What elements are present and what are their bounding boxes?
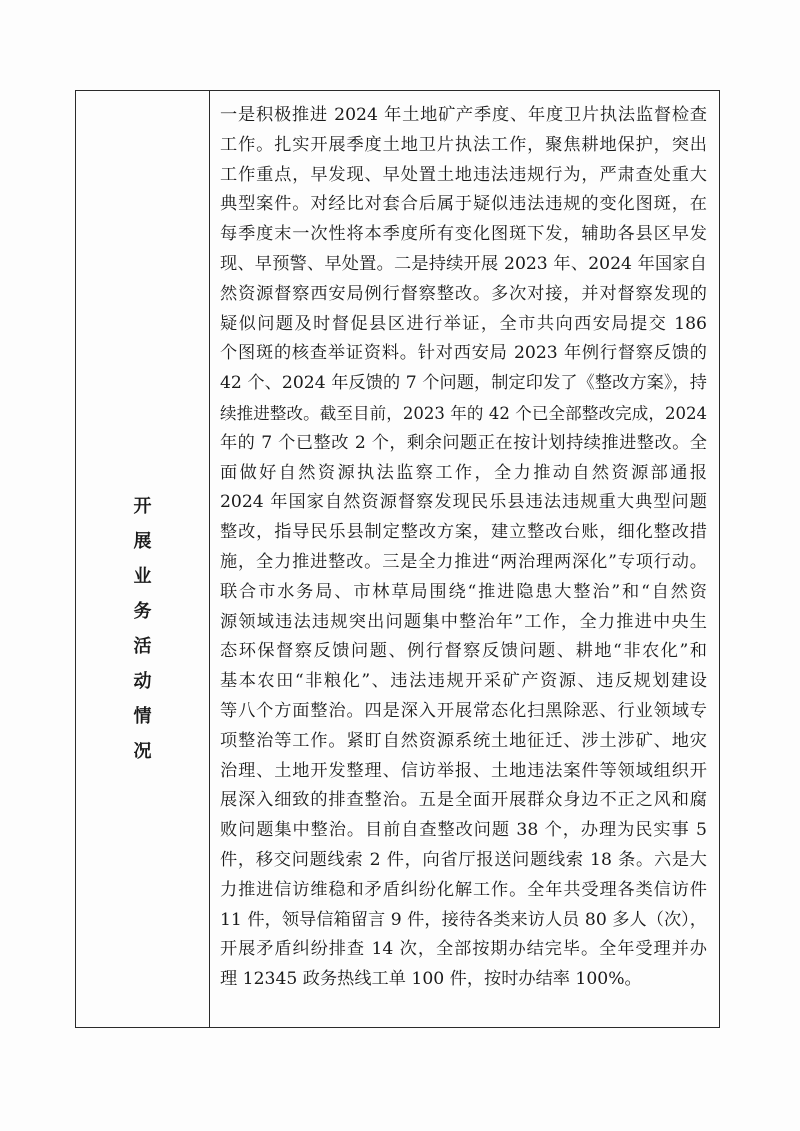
section-label-cell: [76, 91, 210, 1027]
content-line: 展深入细致的排查整治。五是全面开展群众身边不正之风和腐: [220, 790, 707, 811]
content-line: 年的 7 个已整改 2 个，剩余问题正在按计划持续推进整改。全: [220, 432, 707, 453]
section-label-char: 活: [133, 636, 152, 657]
content-cell: [210, 91, 719, 1027]
content-line: 力推进信访维稳和矛盾纠纷化解工作。全年共受理各类信访件: [220, 879, 707, 900]
content-line: 治理、土地开发整理、信访举报、土地违法案件等领域组织开: [220, 760, 707, 781]
section-label: [76, 489, 209, 769]
content-line: 42 个、2024 年反馈的 7 个问题，制定印发了《整改方案》，持: [220, 373, 707, 394]
content-line: 典型案件。对经比对套合后属于疑似违法违规的变化图斑，在: [220, 194, 707, 215]
section-label-char: 情: [133, 706, 152, 727]
content-line: 现、早预警、早处置。二是持续开展 2023 年、2024 年国家自: [220, 253, 707, 274]
content-line: 等八个方面整治。四是深入开展常态化扫黑除恶、行业领域专: [220, 700, 707, 721]
content-line: 态环保督察反馈问题、例行督察反馈问题、耕地“非农化”和: [220, 641, 707, 662]
section-label-char: 业: [133, 566, 152, 587]
content-line: 2024 年国家自然资源督察发现民乐县违法违规重大典型问题: [220, 492, 707, 513]
content-line: 疑似问题及时督促县区进行举证，全市共向西安局提交 186: [220, 313, 707, 334]
content-line: 基本农田“非粮化”、违法违规开采矿产资源、违反规划建设: [220, 671, 707, 692]
content-paragraph: [220, 101, 707, 995]
content-line: 施，全力推进整改。三是全力推进“两治理两深化”专项行动。: [220, 551, 707, 572]
content-line: 工作。扎实开展季度土地卫片执法工作，聚焦耕地保护，突出: [220, 134, 707, 155]
section-label-char: 展: [133, 531, 152, 552]
section-label-char: 开: [133, 496, 152, 517]
section-label-char: 动: [133, 671, 152, 692]
content-line: 件，移交问题线索 2 件，向省厅报送问题线索 18 条。六是大: [220, 849, 707, 870]
section-label-char: 务: [133, 601, 152, 622]
content-line: 每季度末一次性将本季度所有变化图斑下发，辅助各县区早发: [220, 224, 707, 245]
content-line: 源领域违法违规突出问题集中整治年”工作，全力推进中央生: [220, 611, 707, 632]
content-line: 然资源督察西安局例行督察整改。多次对接，并对督察发现的: [220, 283, 707, 304]
form-table: [75, 90, 720, 1028]
content-line: 理 12345 政务热线工单 100 件，按时办结率 100%。: [220, 969, 642, 990]
content-line: 整改，指导民乐县制定整改方案，建立整改台账，细化整改措: [220, 522, 707, 543]
content-line: 11 件，领导信箱留言 9 件，接待各类来访人员 80 多人（次），: [220, 909, 707, 930]
section-label-char: 况: [133, 741, 152, 762]
content-line: 个图斑的核查举证资料。针对西安局 2023 年例行督察反馈的: [220, 343, 707, 364]
content-line: 面做好自然资源执法监察工作，全力推动自然资源部通报: [220, 462, 707, 483]
content-line: 续推进整改。截至目前，2023 年的 42 个已全部整改完成，2024: [220, 403, 707, 423]
content-line: 败问题集中整治。目前自查整改问题 38 个，办理为民实事 5: [220, 820, 707, 841]
content-line: 联合市水务局、市林草局围绕“推进隐患大整治”和“自然资: [220, 581, 707, 602]
content-line: 项整治等工作。紧盯自然资源系统土地征迁、涉土涉矿、地灾: [220, 730, 707, 751]
content-line: 一是积极推进 2024 年土地矿产季度、年度卫片执法监督检查: [220, 105, 707, 125]
content-line: 开展矛盾纠纷排查 14 次，全部按期办结完毕。全年受理并办: [220, 939, 707, 960]
content-line: 工作重点，早发现、早处置土地违法违规行为，严肃查处重大: [220, 164, 707, 185]
